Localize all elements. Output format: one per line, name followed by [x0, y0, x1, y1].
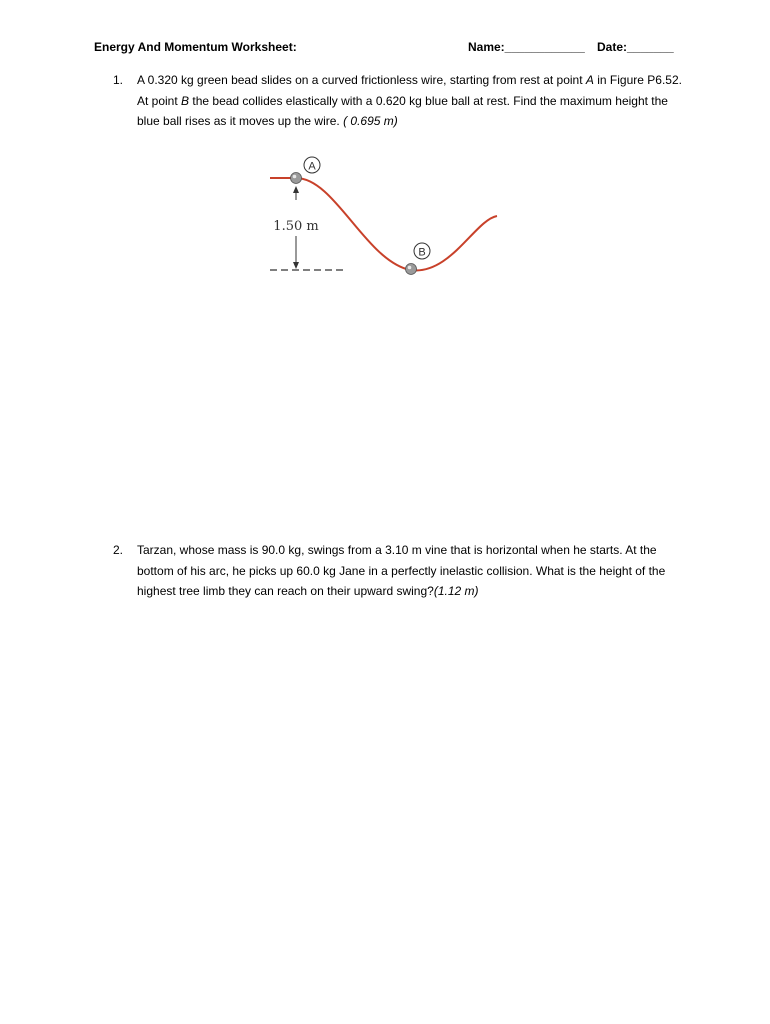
arrow-head-up — [293, 186, 299, 193]
height-label: 1.50 m — [273, 219, 319, 234]
bead-highlight — [293, 175, 297, 179]
worksheet-title: Energy And Momentum Worksheet: — [94, 40, 297, 54]
point-b-label: B — [418, 246, 426, 259]
answer-hint: ( 0.695 m) — [343, 114, 398, 128]
name-field-label: Name:____________ — [468, 40, 585, 54]
question-1 — [113, 70, 683, 132]
green-bead — [291, 173, 302, 184]
arrow-head-down — [293, 262, 299, 269]
question-2 — [113, 540, 683, 602]
question-text: A 0.320 kg green bead slides on a curved frictionless wire, starting from rest at point A in Figure P6.52. At point B the bead collides elastically with a 0.620 kg blue ball at rest. Find the maximum height the blue ball rises as it moves up the wire. ( 0.695 m) — [137, 73, 682, 128]
point-a-label: A — [308, 160, 316, 173]
ball-highlight — [408, 266, 412, 270]
blue-ball — [406, 264, 417, 275]
question-number: 2. — [113, 543, 124, 557]
question-number: 1. — [113, 73, 124, 87]
answer-hint: (1.12 m) — [433, 584, 479, 598]
question-text: Tarzan, whose mass is 90.0 kg, swings from a 3.10 m vine that is horizontal when he starts. At the bottom of his arc, he picks up 60.0 kg Jane in a perfectly inelastic collision. What is the height of the highest tree limb they can reach on their upward swing?(1.12 m) — [137, 543, 666, 598]
wire-diagram — [265, 150, 505, 280]
worksheet-header — [94, 40, 684, 58]
figure-curved-wire — [265, 150, 505, 280]
date-field-label: Date:_______ — [597, 40, 674, 54]
